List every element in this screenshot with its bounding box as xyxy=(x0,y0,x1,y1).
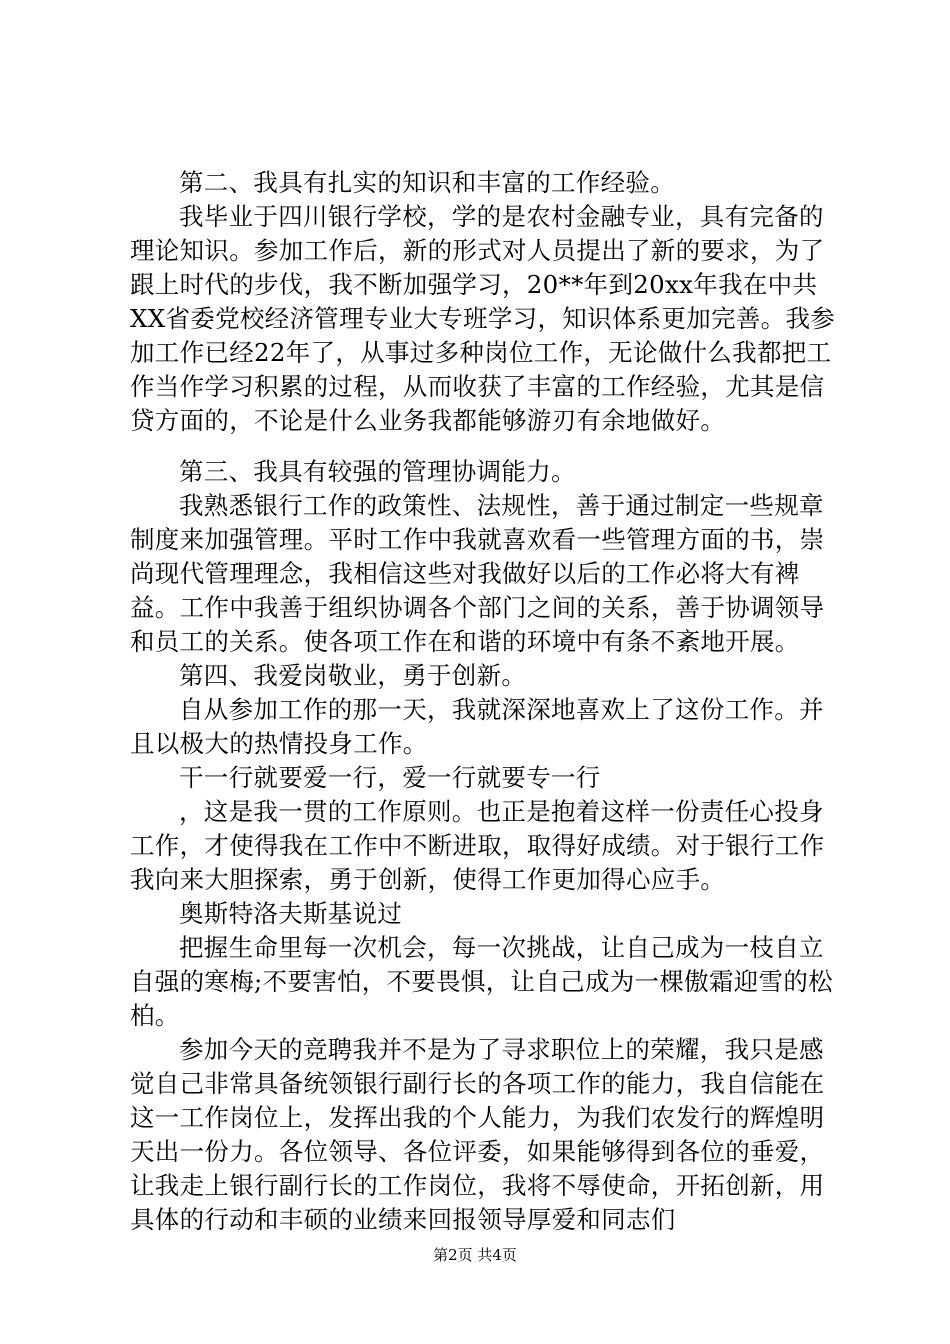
section-heading-3: 第三、我具有较强的管理协调能力。 xyxy=(179,457,576,486)
body-paragraph: 我毕业于四川银行学校，学的是农村金融专业，具有完备的理论知识。参加工作后，新的形式对人员提出了新的要求，为了跟上时代的步伐，我不断加强学习，20**年到20xx年我在中共XX省委党校经济管理专业大专班学习，知识体系更加完善。我参加工作已经22年了，从事过多种岗位工作，无论做什么我都把工作当作学习积累的过程，从而收获了丰富的工作经验，尤其是信贷方面的，不论是什么业务我都能够游刃有余地做好。 xyxy=(130,202,836,435)
body-paragraph: 参加今天的竞聘我并不是为了寻求职位上的荣耀，我只是感觉自己非常具备统领银行副行长的各项工作的能力，我自信能在这一工作岗位上，发挥出我的个人能力，为我们农发行的辉煌明天出一份力。各位领导、各位评委，如果能够得到各位的垂爱，让我走上银行副行长的工作岗位，我将不辱使命，开拓创新，用具体的行动和丰硕的业绩来回报领导厚爱和同志们 xyxy=(130,1035,825,1234)
quote-attribution: 奥斯特洛夫斯基说过 xyxy=(179,899,403,928)
document-body xyxy=(130,166,840,1237)
body-paragraph: 我熟悉银行工作的政策性、法规性，善于通过制定一些规章制度来加强管理。平时工作中我就喜欢看一些管理方面的书，崇尚现代管理理念，我相信这些对我做好以后的工作必将大有裨益。工作中我善于组织协调各个部门之间的关系，善于协调领导和员工的关系。使各项工作在和谐的环境中有条不紊地开展。 xyxy=(130,491,825,656)
body-paragraph: ，这是我一贯的工作原则。也正是抱着这样一份责任心投身工作，才使得我在工作中不断进取，取得好成绩。对于银行工作我向来大胆探索，勇于创新，使得工作更加得心应手。 xyxy=(130,797,825,894)
quote-paragraph: 把握生命里每一次机会，每一次挑战，让自己成为一枝自立自强的寒梅;不要害怕，不要畏惧，让自己成为一棵傲霜迎雪的松柏。 xyxy=(130,933,833,1030)
quote-line: 干一行就要爱一行，爱一行就要专一行 xyxy=(179,763,601,792)
section-heading-2: 第二、我具有扎实的知识和丰富的工作经验。 xyxy=(179,168,675,197)
body-paragraph: 自从参加工作的那一天，我就深深地喜欢上了这份工作。并且以极大的热情投身工作。 xyxy=(130,695,824,758)
paragraph-gap xyxy=(130,438,840,455)
page-footer: 第2页 共4页 xyxy=(433,1246,517,1264)
section-heading-4: 第四、我爱岗敬业，勇于创新。 xyxy=(179,661,527,690)
